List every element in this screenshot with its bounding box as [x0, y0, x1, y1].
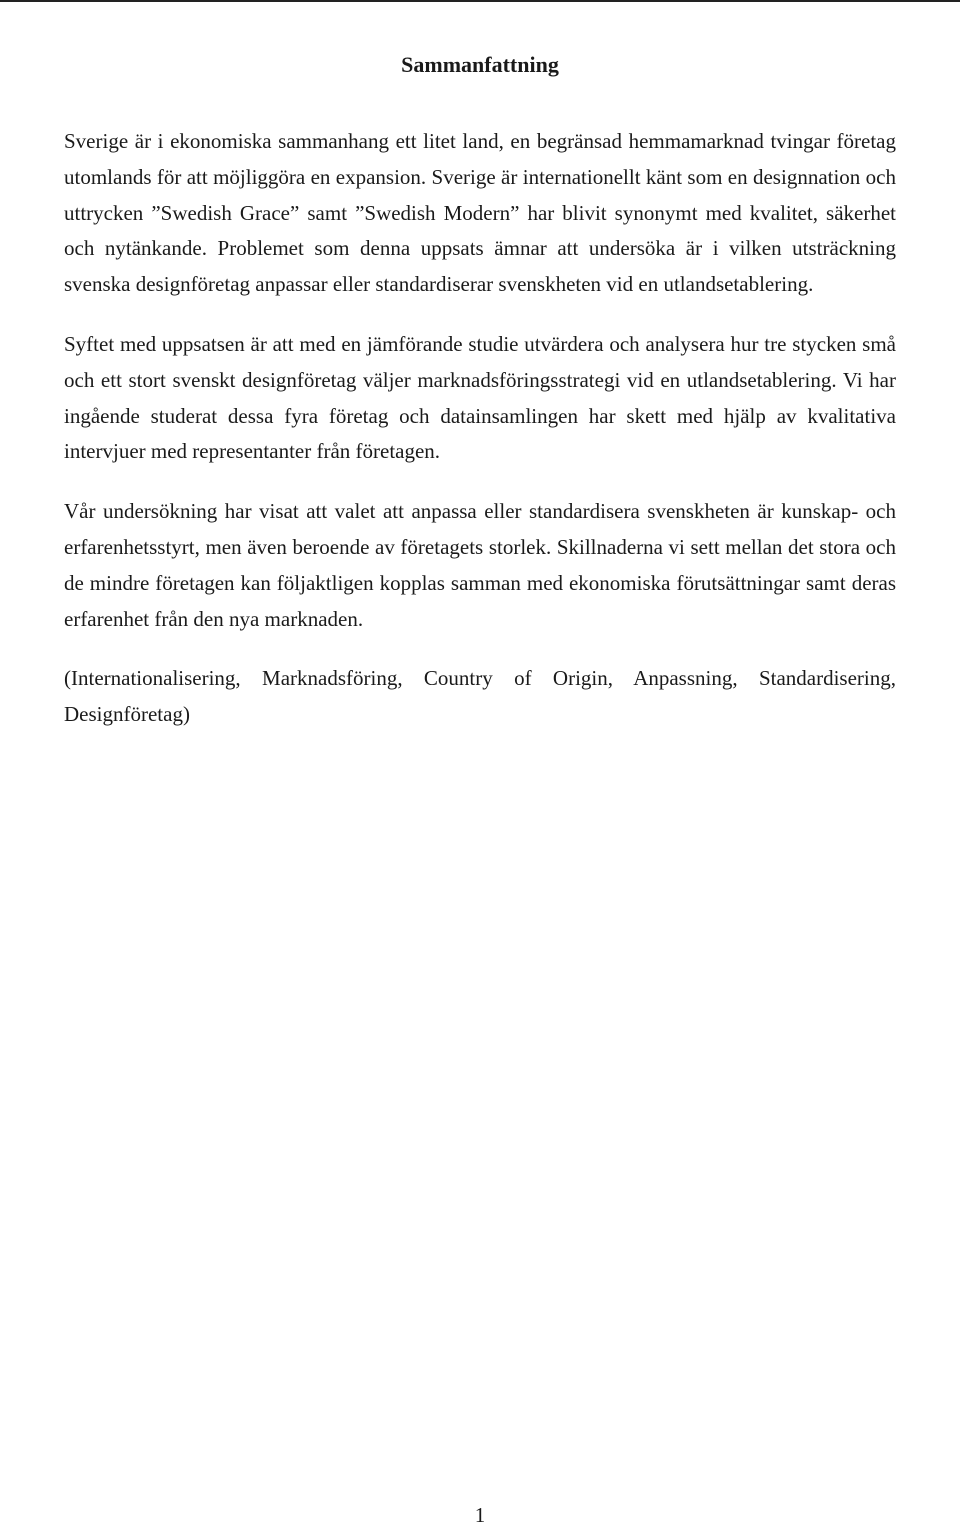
page-title: Sammanfattning [401, 52, 559, 77]
keywords-paragraph: (Internationalisering, Marknadsföring, Country of Origin, Anpassning, Standardisering, Designföretag) [64, 666, 896, 727]
abstract-body [64, 124, 896, 757]
paragraph-1: Sverige är i ekonomiska sammanhang ett litet land, en begränsad hemmamarknad tvingar företag utomlands för att möjliggöra en expansion. Sverige är internationellt känt som en designnation och uttrycken ”Swedish Grace” samt ”Swedish Modern” har blivit synonymt med kvalitet, säkerhet och nytänkande. Problemet som denna uppsats ämnar att undersöka är i vilken utsträckning svenska designföretag anpassar eller standardiserar svenskheten vid en utlandsetablering. [64, 129, 896, 297]
paragraph-2: Syftet med uppsatsen är att med en jämförande studie utvärdera och analysera hur tre stycken små och ett stort svenskt designföretag väljer marknadsföringsstrategi vid en utlandsetablering. Vi har ingående studerat dessa fyra företag och datainsamlingen har skett med hjälp av kvalitativa intervjuer med representanter från företagen. [64, 331, 896, 464]
page-number: 1 [474, 1503, 486, 1527]
top-rule [0, 0, 960, 2]
paragraph-3: Vår undersökning har visat att valet att anpassa eller standardisera svenskheten är kunskap- och erfarenhetsstyrt, men även beroende av företagets storlek. Skillnaderna vi sett mellan det stora och de mindre företagen kan följaktligen kopplas samman med ekonomiska förutsättningar samt deras erfarenhet från den nya marknaden. [64, 499, 896, 631]
